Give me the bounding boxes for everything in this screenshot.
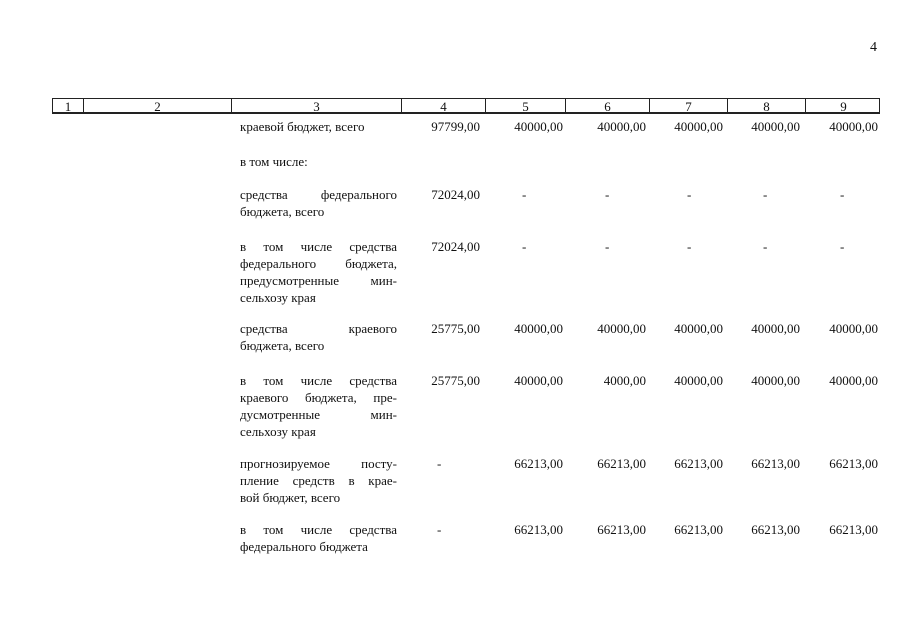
value-col-6: 4000,00 (603, 373, 646, 388)
value-col-9: - (840, 239, 845, 254)
row-label-line: дусмотренные мин- (240, 407, 397, 422)
row-label-line: федерального бюджета (240, 539, 368, 554)
value-col-5: - (522, 187, 527, 202)
value-col-6: - (605, 239, 610, 254)
value-col-7: - (687, 239, 692, 254)
header-col-8: 8 (727, 99, 805, 112)
row-label-line: федерального бюджета, (240, 256, 397, 271)
row-label-line: бюджета, всего (240, 338, 325, 353)
row-label (240, 238, 397, 306)
row-label-line: средства краевого (240, 321, 397, 336)
page-number: 4 (870, 40, 877, 55)
row-label-line: вой бюджет, всего (240, 490, 341, 505)
value-col-4: 25775,00 (431, 373, 480, 388)
value-col-6: 40000,00 (597, 119, 646, 134)
value-col-9: 40000,00 (829, 119, 878, 134)
value-col-4: 72024,00 (431, 239, 480, 254)
header-col-1: 1 (64, 99, 72, 114)
row-label-line: бюджета, всего (240, 204, 325, 219)
row-label (240, 521, 397, 555)
row-label (240, 153, 397, 170)
value-col-8: 40000,00 (751, 373, 800, 388)
row-label-line: сельхозу края (240, 424, 316, 439)
row-label-line: прогнозируемое посту- (240, 456, 397, 471)
row-label (240, 186, 397, 220)
value-col-5: 40000,00 (514, 321, 563, 336)
row-label (240, 118, 397, 135)
value-col-5: 66213,00 (514, 522, 563, 537)
row-label-line: в том числе средства (240, 522, 397, 537)
row-label-line: сельхозу края (240, 290, 316, 305)
value-col-4: - (437, 456, 442, 471)
value-col-9: 40000,00 (829, 373, 878, 388)
value-col-8: - (763, 187, 768, 202)
header-col-9: 9 (805, 99, 881, 112)
row-label-line: в том числе средства (240, 239, 397, 254)
value-col-7: 40000,00 (674, 373, 723, 388)
row-label-line: краевого бюджета, пре- (240, 390, 397, 405)
value-col-7: 66213,00 (674, 522, 723, 537)
header-col-2: 2 (83, 99, 231, 112)
value-col-4: 25775,00 (431, 321, 480, 336)
value-col-8: 40000,00 (751, 321, 800, 336)
value-col-8: 66213,00 (751, 522, 800, 537)
value-col-8: - (763, 239, 768, 254)
value-col-6: 40000,00 (597, 321, 646, 336)
header-col-4: 4 (401, 99, 485, 112)
row-label-line: средства федерального (240, 187, 397, 202)
value-col-9: 66213,00 (829, 522, 878, 537)
value-col-7: - (687, 187, 692, 202)
value-col-8: 40000,00 (751, 119, 800, 134)
value-col-5: 40000,00 (514, 373, 563, 388)
value-col-9: - (840, 187, 845, 202)
value-col-5: 66213,00 (514, 456, 563, 471)
row-label (240, 372, 397, 440)
value-col-5: 40000,00 (514, 119, 563, 134)
value-col-7: 40000,00 (674, 321, 723, 336)
value-col-9: 40000,00 (829, 321, 878, 336)
value-col-6: 66213,00 (597, 456, 646, 471)
row-label-line: пление средств в крае- (240, 473, 397, 488)
row-label (240, 320, 397, 354)
value-col-4: 72024,00 (431, 187, 480, 202)
row-label-line: в том числе средства (240, 373, 397, 388)
header-col-6: 6 (565, 99, 649, 112)
value-col-5: - (522, 239, 527, 254)
value-col-6: - (605, 187, 610, 202)
header-col-5: 5 (485, 99, 565, 112)
row-label (240, 455, 397, 506)
header-col-3: 3 (231, 99, 401, 112)
header-col-7: 7 (649, 99, 727, 112)
value-col-6: 66213,00 (597, 522, 646, 537)
value-col-4: - (437, 522, 442, 537)
row-label-line: в том числе: (240, 154, 308, 169)
value-col-7: 66213,00 (674, 456, 723, 471)
row-label-line: краевой бюджет, всего (240, 119, 365, 134)
table-header-row (52, 98, 880, 114)
value-col-9: 66213,00 (829, 456, 878, 471)
value-col-4: 97799,00 (431, 119, 480, 134)
row-label-line: предусмотренные мин- (240, 273, 397, 288)
value-col-8: 66213,00 (751, 456, 800, 471)
value-col-7: 40000,00 (674, 119, 723, 134)
